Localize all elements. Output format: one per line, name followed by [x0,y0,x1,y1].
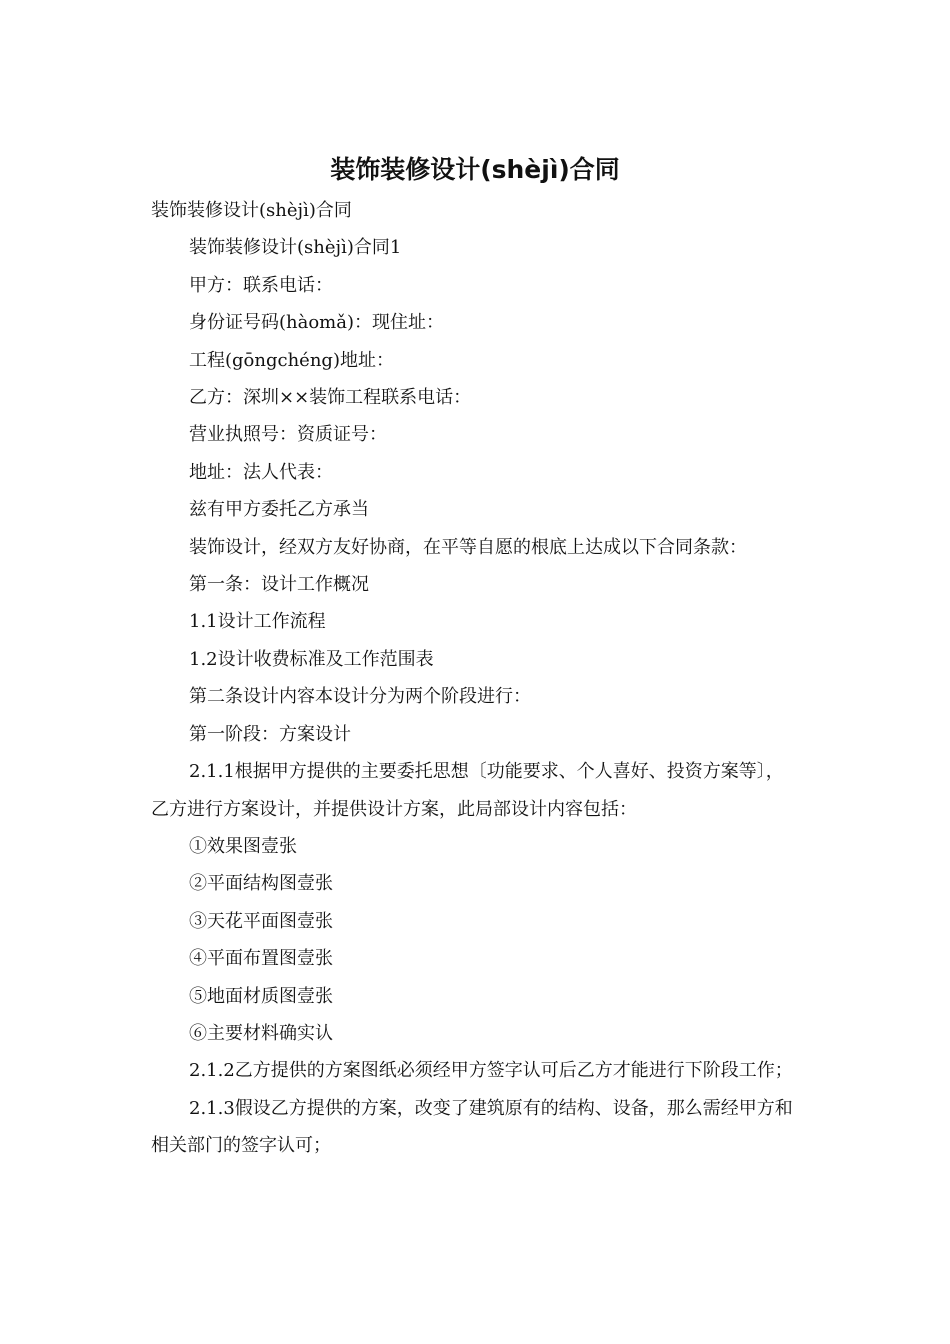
list-item: ⑥主要材料确实认 [189,1022,333,1044]
paragraph-project-address: 工程(gōngchéng)地址： [189,349,394,371]
list-item: ④平面布置图壹张 [189,948,333,970]
paragraph-heading: 装饰装修设计(shèjì)合同 [151,200,352,221]
list-item: ②平面结构图壹张 [189,873,333,895]
paragraph-article-1: 第一条：设计工作概况 [189,574,369,596]
paragraph-subheading: 装饰装修设计(shèjì)合同1 [189,237,402,259]
list-item: ⑤地面材质图壹张 [189,985,333,1007]
document-body [151,192,801,1165]
paragraph-1-1: 1.1设计工作流程 [189,611,326,633]
paragraph-2-1-1: 2.1.1根据甲方提供的主要委托思想〔功能要求、个人喜好、投资方案等〕，乙方进行方案设计，并提供设计方案，此局部设计内容包括： [151,761,784,820]
document-title: 装饰装修设计(shèjì)合同 [330,155,620,184]
list-item: ①效果图壹张 [189,835,297,857]
paragraph-license: 营业执照号：资质证号： [189,424,387,446]
paragraph-party-a: 甲方：联系电话： [189,274,333,296]
paragraph-address: 地址：法人代表： [189,461,333,483]
paragraph-commission: 兹有甲方委托乙方承当 [189,499,369,521]
paragraph-id-number: 身份证号码(hàomǎ)：现住址： [189,312,445,334]
paragraph-party-b: 乙方：深圳××装饰工程联系电话： [189,387,472,409]
paragraph-stage-1: 第一阶段：方案设计 [189,723,351,745]
paragraph-article-2: 第二条设计内容本设计分为两个阶段进行： [189,686,531,708]
list-item: ③天花平面图壹张 [189,910,333,932]
paragraph-agreement: 装饰设计，经双方友好协商，在平等自愿的根底上达成以下合同条款： [189,536,747,558]
paragraph-1-2: 1.2设计收费标准及工作范围表 [189,648,434,670]
paragraph-2-1-3: 2.1.3假设乙方提供的方案，改变了建筑原有的结构、设备，那么需经甲方和相关部门的签字认可； [151,1097,793,1157]
paragraph-2-1-2: 2.1.2乙方提供的方案图纸必须经甲方签字认可后乙方才能进行下阶段工作； [189,1060,793,1082]
